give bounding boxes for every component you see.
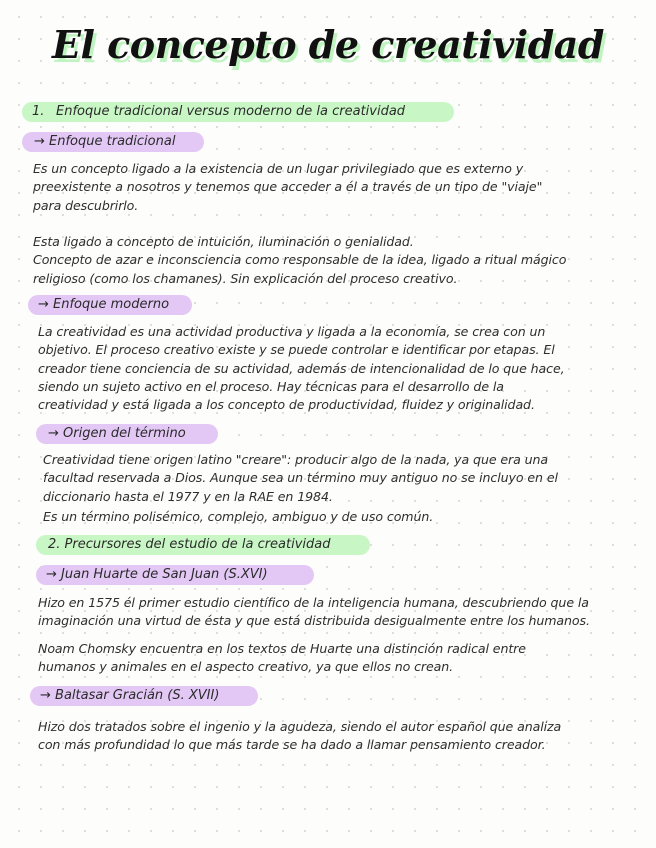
paragraph — [38, 323, 565, 414]
subheading-enfoque-moderno: → Enfoque moderno — [28, 295, 192, 315]
text-line: preexistente a nosotros y tenemos que acceder a él a través de un tipo de "viaje" — [33, 179, 543, 195]
text-line: siendo un sujeto activo en el proceso. Hay técnicas para el desarrollo de la — [38, 378, 504, 394]
text-line: religioso (como los chamanes). Sin explicación del proceso creativo. — [33, 270, 458, 286]
section-number: 1. — [32, 104, 45, 119]
subheading-baltasar-gracian: → Baltasar Gracián (S. XVII) — [30, 686, 258, 706]
paragraph — [33, 233, 566, 288]
text-line: imaginación una virtud de ésta y que está distribuida desigualmente entre los humanos. — [38, 613, 590, 629]
text-line: Hizo dos tratados sobre el ingenio y la agudeza, siendo el autor español que analiza — [38, 719, 562, 734]
text-line: Hizo en 1575 él primer estudio científico de la inteligencia humana, descubriendo que la — [38, 595, 589, 610]
text-line: Noam Chomsky encuentra en los textos de Huarte una distinción radical entre — [38, 641, 526, 656]
text-line: humanos y animales en el aspecto creativo, ya que ellos no crean. — [38, 659, 454, 675]
page-title: El concepto de creatividad — [52, 22, 604, 67]
text-line: para descubrirlo. — [33, 197, 139, 213]
paragraph — [38, 594, 590, 631]
subheading-enfoque-tradicional: → Enfoque tradicional — [22, 132, 204, 152]
text-line: La creatividad es una actividad productiva y ligada a la economía, se crea con un — [38, 324, 546, 339]
subheading-origen-del-termino: → Origen del término — [36, 424, 218, 444]
subheading-juan-huarte: → Juan Huarte de San Juan (S.XVI) — [36, 565, 314, 585]
section-heading-1 — [22, 102, 454, 122]
section-heading-text: Enfoque tradicional versus moderno de la creatividad — [56, 104, 406, 119]
paragraph — [33, 160, 542, 215]
paragraph — [43, 451, 558, 506]
text-line: Es un término polisémico, complejo, ambiguo y de uso común. — [43, 509, 434, 524]
text-line: Creatividad tiene origen latino "creare": producir algo de la nada, ya que era una — [43, 452, 549, 467]
section-heading-2: 2. Precursores del estudio de la creatividad — [36, 535, 370, 555]
paragraph — [43, 508, 433, 526]
text-line: con más profundidad lo que más tarde se ha dado a llamar pensamiento creador. — [38, 737, 546, 753]
text-line: diccionario hasta el 1977 y en la RAE en 1984. — [43, 488, 333, 504]
text-line: creatividad y está ligada a los concepto de productividad, fluidez y originalidad. — [38, 397, 535, 413]
text-line: Esta ligado a concepto de intuición, iluminación o genialidad. — [33, 234, 414, 249]
text-line: facultad reservada a Dios. Aunque sea un término muy antiguo no se incluyo en el — [43, 470, 558, 486]
text-line: Es un concepto ligado a la existencia de un lugar privilegiado que es externo y — [33, 161, 524, 176]
paragraph — [38, 718, 561, 755]
text-line: Concepto de azar e inconsciencia como responsable de la idea, ligado a ritual mágico — [33, 252, 567, 268]
text-line: objetivo. El proceso creativo existe y se puede controlar e identificar por etapas. El — [38, 342, 555, 358]
text-line: creador tiene conciencia de su actividad, además de intencionalidad de lo que hace, — [38, 360, 565, 376]
paragraph — [38, 640, 526, 677]
